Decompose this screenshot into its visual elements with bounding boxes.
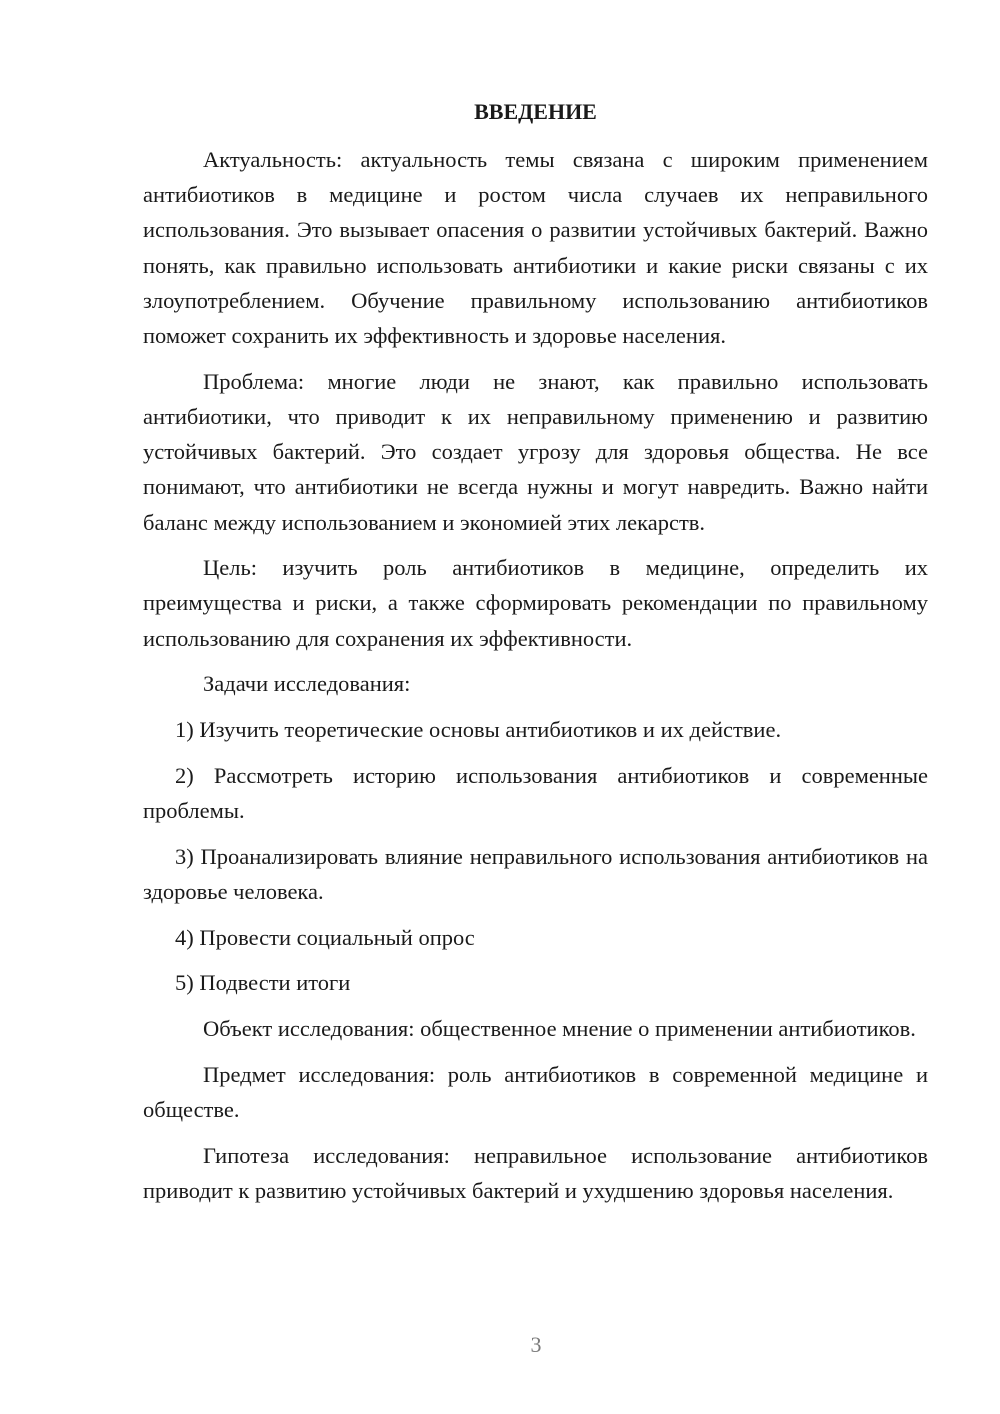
hypothesis-paragraph: Гипотеза исследования: неправильное использование антибиотиков приводит к развитию устойчивых бактерий и ухудшению здоровья населения. — [143, 1142, 928, 1203]
document-page — [143, 94, 928, 1218]
goal-paragraph: Цель: изучить роль антибиотиков в медицине, определить их преимущества и риски, а также сформировать рекомендации по правильному использованию для сохранения их эффективности. — [143, 555, 928, 651]
subject-paragraph: Предмет исследования: роль антибиотиков в современной медицине и обществе. — [143, 1061, 928, 1122]
problem-paragraph: Проблема: многие люди не знают, как правильно использовать антибиотики, что приводит к их неправильному применению и развитию устойчивых бактерий. Это создает угрозу для здоровья общества. Не все понимают, что антибиотики не всегда нужны и могут навредить. Важно найти баланс между использованием и экономией этих лекарств. — [143, 368, 928, 535]
task-item-2: 2) Рассмотреть историю использования антибиотиков и современные проблемы. — [143, 762, 928, 823]
page-number: 3 — [530, 1332, 542, 1357]
section-title: ВВЕДЕНИЕ — [474, 99, 597, 124]
task-item-3: 3) Проанализировать влияние неправильного использования антибиотиков на здоровье человека. — [143, 843, 928, 904]
task-item-4: 4) Провести социальный опрос — [175, 924, 475, 950]
object-paragraph: Объект исследования: общественное мнение о применении антибиотиков. — [203, 1015, 916, 1041]
task-item-5: 5) Подвести итоги — [175, 970, 351, 996]
relevance-paragraph: Актуальность: актуальность темы связана с широким применением антибиотиков в медицине и ростом числа случаев их неправильного использования. Это вызывает опасения о развитии устойчивых бактерий. Важно понять, как правильно использовать антибиотики и какие риски связаны с их злоупотреблением. Обучение правильному использованию антибиотиков поможет сохранить их эффективность и здоровье населения. — [143, 147, 928, 349]
task-item-1: 1) Изучить теоретические основы антибиотиков и их действие. — [175, 717, 782, 743]
tasks-heading: Задачи исследования: — [203, 671, 411, 697]
